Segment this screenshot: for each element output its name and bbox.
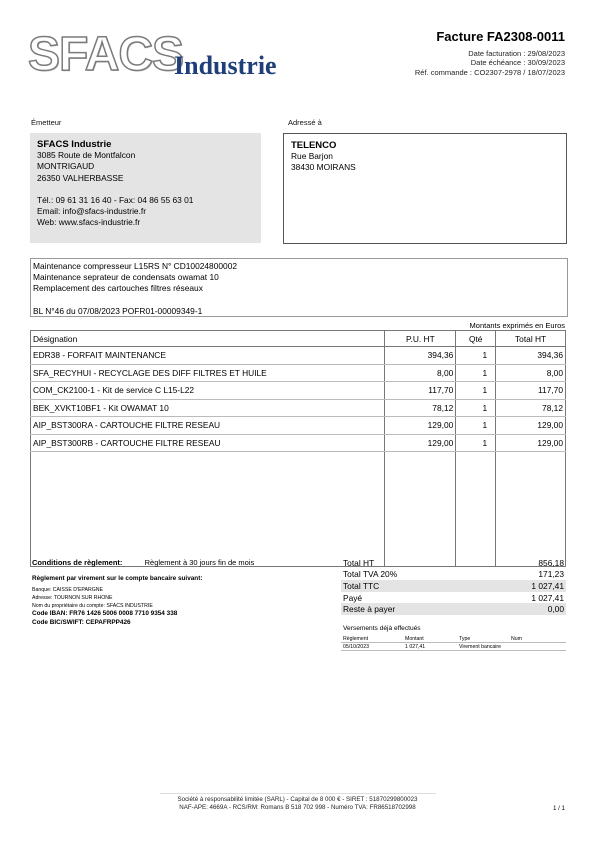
payment-row	[341, 643, 566, 651]
recipient-street: Rue Barjon	[291, 151, 333, 162]
recipient-box	[283, 133, 567, 244]
cell-total: 117,70	[496, 382, 566, 400]
col-designation: Désignation	[31, 331, 385, 347]
logo-brand: SFACS	[28, 28, 184, 81]
legal-footer	[0, 796, 595, 813]
totals-table	[341, 557, 566, 615]
totals-value: 0,00	[479, 603, 566, 615]
sender-city: 26350 VALHERBASSE	[37, 172, 124, 183]
company-logo	[28, 28, 293, 84]
description-line: Maintenance compresseur L15RS N° CD10024800002	[33, 261, 238, 271]
sender-box	[30, 133, 261, 243]
iban: Code IBAN: FR76 1426 5006 0008 7710 9354 338	[32, 610, 178, 617]
totals-label: Payé	[343, 592, 363, 603]
table-row	[31, 417, 566, 435]
description-box	[30, 258, 568, 317]
cell-unit-price: 129,00	[385, 434, 456, 452]
totals-value: 1 027,41	[479, 580, 566, 592]
payment-type: Virement bancaire	[457, 643, 509, 651]
cell-qty: 1	[456, 434, 496, 452]
invoice-title: Facture FA2308-0011	[436, 29, 565, 44]
logo-suffix: Industrie	[174, 51, 277, 80]
due-date: Date échéance : 30/09/2023	[470, 58, 565, 67]
page-number: 1 / 1	[552, 805, 565, 812]
cell-qty: 1	[456, 382, 496, 400]
cell-total: 8,00	[496, 364, 566, 382]
sender-web: Web: www.sfacs-industrie.fr	[37, 217, 141, 228]
footer-line: NAF-APE: 4669A - RCS/RM: Romans B 518 702 998 - Numéro TVA: FR86518702998	[179, 804, 416, 812]
filler-cell	[496, 452, 566, 567]
table-row	[31, 364, 566, 382]
sender-street: 3085 Route de Montfalcon	[37, 150, 136, 161]
sender-locality: MONTRIGAUD	[37, 161, 95, 172]
cell-unit-price: 8,00	[385, 364, 456, 382]
sender-email: Email: info@sfacs-industrie.fr	[37, 206, 147, 217]
cell-total: 129,00	[496, 434, 566, 452]
pay-col-type: Type	[457, 635, 509, 643]
payment-num	[509, 643, 566, 651]
totals-label: Total TTC	[341, 580, 479, 592]
totals-row	[341, 557, 566, 569]
totals-row	[341, 592, 566, 604]
filler-cell	[456, 452, 496, 567]
recipient-city: 38430 MOIRANS	[291, 162, 356, 173]
table-filler	[31, 452, 566, 567]
pay-col-num: Num	[509, 635, 566, 643]
recipient-name: TELENCO	[291, 140, 337, 151]
items-table	[30, 330, 566, 567]
items-table-header	[31, 331, 566, 347]
col-qty: Qté	[456, 331, 496, 347]
totals-row	[341, 569, 566, 581]
cell-unit-price: 117,70	[385, 382, 456, 400]
totals-label: Total HT	[343, 557, 375, 568]
totals-value: 1 027,41	[531, 592, 564, 603]
payment-conditions-label: Conditions de règlement:	[32, 558, 123, 567]
delivery-note-ref: BL N°46 du 07/08/2023 POFR01-00009349-1	[33, 305, 203, 316]
sender-phone-fax: Tél.: 09 61 31 16 40 - Fax: 04 86 55 63 01	[37, 194, 194, 205]
cell-qty: 1	[456, 364, 496, 382]
bank-name: Banque: CAISSE D'EPARGNE	[32, 587, 103, 593]
recipient-label: Adressé à	[288, 118, 322, 127]
invoice-date: Date facturation : 29/08/2023	[468, 49, 565, 58]
cell-qty: 1	[456, 347, 496, 365]
col-total: Total HT	[496, 331, 566, 347]
pay-col-amount: Montant	[403, 635, 457, 643]
payments-title: Versements déjà effectués	[343, 625, 421, 632]
sender-name: SFACS Industrie	[37, 139, 112, 150]
totals-label: Reste à payer	[341, 603, 479, 615]
cell-unit-price: 78,12	[385, 399, 456, 417]
amounts-currency-note: Montants exprimés en Euros	[469, 321, 565, 330]
bic: Code BIC/SWIFT: CEPAFRPP426	[32, 619, 131, 626]
footer-line: Société à responsabilité limitée (SARL) - Capital de 8 000 € - SIRET : 51870299800023	[177, 796, 418, 803]
cell-designation: AIP_BST300RA - CARTOUCHE FILTRE RESEAU	[31, 417, 385, 435]
totals-value: 171,23	[538, 569, 564, 580]
footer-divider	[160, 793, 436, 794]
description-line: Remplacement des cartouches filtres réseaux	[33, 283, 203, 294]
cell-total: 394,36	[496, 347, 566, 365]
cell-total: 129,00	[496, 417, 566, 435]
order-reference: Réf. commande : CO2307-2978 / 18/07/2023	[414, 68, 565, 77]
cell-unit-price: 394,36	[385, 347, 456, 365]
cell-designation: BEK_XVKT10BF1 - Kit OWAMAT 10	[31, 399, 385, 417]
bank-address: Adresse: TOURNON SUR RHONE	[32, 595, 113, 601]
transfer-title: Règlement par virement sur le compte bancaire suivant:	[32, 575, 203, 582]
cell-total: 78,12	[496, 399, 566, 417]
table-row	[31, 434, 566, 452]
payment-conditions	[32, 558, 254, 567]
payment-date: 05/10/2023	[341, 643, 403, 651]
col-unit-price: P.U. HT	[385, 331, 456, 347]
description-line: Maintenance seprateur de condensats owamat 10	[33, 272, 219, 283]
filler-cell	[385, 452, 456, 567]
totals-label: Total TVA 20%	[343, 569, 398, 580]
sender-label: Émetteur	[31, 118, 62, 127]
cell-designation: SFA_RECYHUI - RECYCLAGE DES DIFF FILTRES ET HUILE	[31, 364, 385, 382]
cell-unit-price: 129,00	[385, 417, 456, 435]
totals-value: 856,18	[538, 557, 564, 568]
table-row	[31, 347, 566, 365]
cell-qty: 1	[456, 417, 496, 435]
table-row	[31, 382, 566, 400]
payments-header	[341, 635, 566, 643]
cell-designation: AIP_BST300RB - CARTOUCHE FILTRE RESEAU	[31, 434, 385, 452]
account-owner: Nom du propriétaire du compte: SFACS INDUSTRIE	[32, 603, 153, 609]
payments-table	[341, 635, 566, 651]
payment-conditions-value: Règlement à 30 jours fin de mois	[144, 558, 255, 567]
pay-col-date: Règlement	[341, 635, 403, 643]
cell-qty: 1	[456, 399, 496, 417]
table-row	[31, 399, 566, 417]
cell-designation: EDR38 - FORFAIT MAINTENANCE	[31, 347, 385, 365]
cell-designation: COM_CK2100-1 - Kit de service C L15-L22	[31, 382, 385, 400]
payment-amount: 1 027,41	[403, 643, 457, 651]
totals-row	[341, 603, 566, 615]
filler-cell	[31, 452, 385, 567]
totals-row	[341, 580, 566, 592]
